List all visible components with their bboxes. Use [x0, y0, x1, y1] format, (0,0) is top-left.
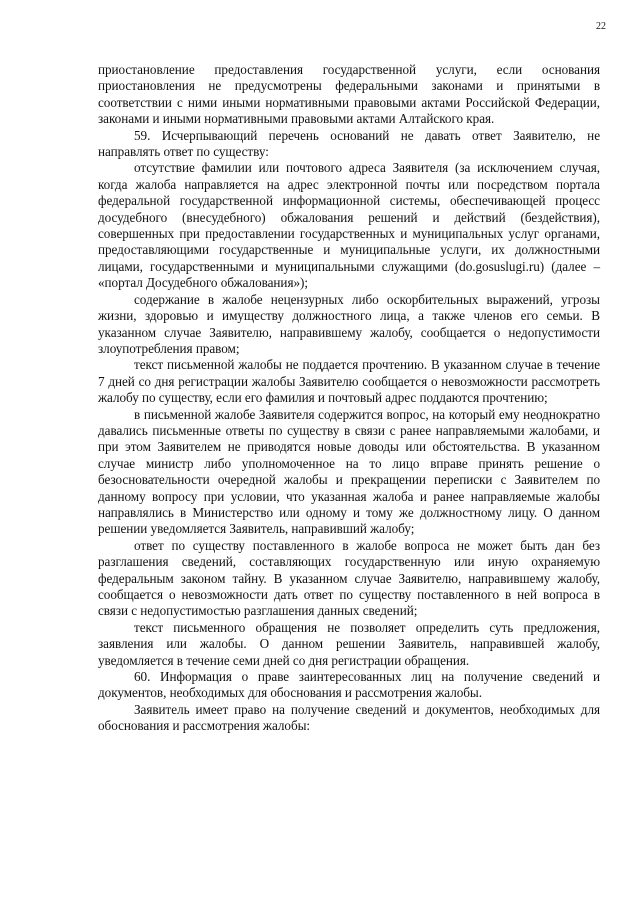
paragraph-60-heading: 60. Информация о праве заинтересованных лиц на получение сведений и документов, необходимых для обоснования и рассмотрения жалобы. [98, 669, 600, 701]
paragraph-state-secret: ответ по существу поставленного в жалобе вопроса не может быть дан без разглашения сведений, составляющих государственную или иную охраняемую федеральным законом тайну. В указанном случае Заявителю, направившему жалобу, сообщается о невозможности дать ответ по существу поставленного в ней вопроса в связи с недопустимостью разглашения данных сведений; [98, 537, 600, 619]
paragraph-unreadable-text: текст письменной жалобы не поддается прочтению. В указанном случае в течение 7 дней со дня регистрации жалобы Заявителю сообщается о невозможности рассмотреть жалобу по существу, если его фамилия и почтовый адрес поддаются прочтению; [98, 357, 600, 406]
paragraph-obscene-content: содержание в жалобе нецензурных либо оскорбительных выражений, угрозы жизни, здоровью и имуществу должностного лица, а также членов его семьи. В указанном случае Заявителю, направившему жалобу, сообщается о недопустимости злоупотребления правом; [98, 291, 600, 356]
document-body [98, 62, 600, 735]
page-number: 22 [596, 21, 606, 32]
paragraph-applicant-right: Заявитель имеет право на получение сведений и документов, необходимых для обоснования и рассмотрения жалобы: [98, 701, 600, 734]
paragraph-repeated-question: в письменной жалобе Заявителя содержится вопрос, на который ему неоднократно давались письменные ответы по существу в связи с ранее направляемыми жалобами, и при этом Заявителем не приводятся новые доводы или обстоятельства. В указанном случае министр либо уполномоченное на то лицо вправе принять решение о безосновательности очередной жалобы и прекращении переписки с Заявителем по данному вопросу при условии, что указанная жалоба и ранее направляемые жалобы направлялись в Министерство или одному и тому же должностному лицу. О данном решении уведомляется Заявитель, направивший жалобу; [98, 406, 600, 537]
paragraph-unclear-appeal: текст письменного обращения не позволяет определить суть предложения, заявления или жалобы. О данном решении Заявитель, направившей жалобу, уведомляется в течение семи дней со дня регистрации обращения. [98, 619, 600, 668]
paragraph-59-heading: 59. Исчерпывающий перечень оснований не давать ответ Заявителю, не направлять ответ по существу: [98, 127, 600, 160]
paragraph-suspension-grounds: приостановление предоставления государственной услуги, если основания приостановления не предусмотрены федеральными законами и принятыми в соответствии с ними иными нормативными правовыми актами Российской Федерации, законами и иными нормативными правовыми актами Алтайского края. [98, 62, 600, 127]
paragraph-missing-name-address: отсутствие фамилии или почтового адреса Заявителя (за исключением случая, когда жалоба направляется на адрес электронной почты или посредством портала федеральной государственной информационной системы, обеспечивающей процесс досудебного (внесудебного) обжалования решений и действий (бездействия), совершенных при предоставлении государственных и муниципальных услуг органами, предоставляющими государственные и муниципальные услуги, их должностными лицами, государственными и муниципальными служащими (do.gosuslugi.ru) (далее – «портал Досудебного обжалования»); [98, 160, 600, 291]
